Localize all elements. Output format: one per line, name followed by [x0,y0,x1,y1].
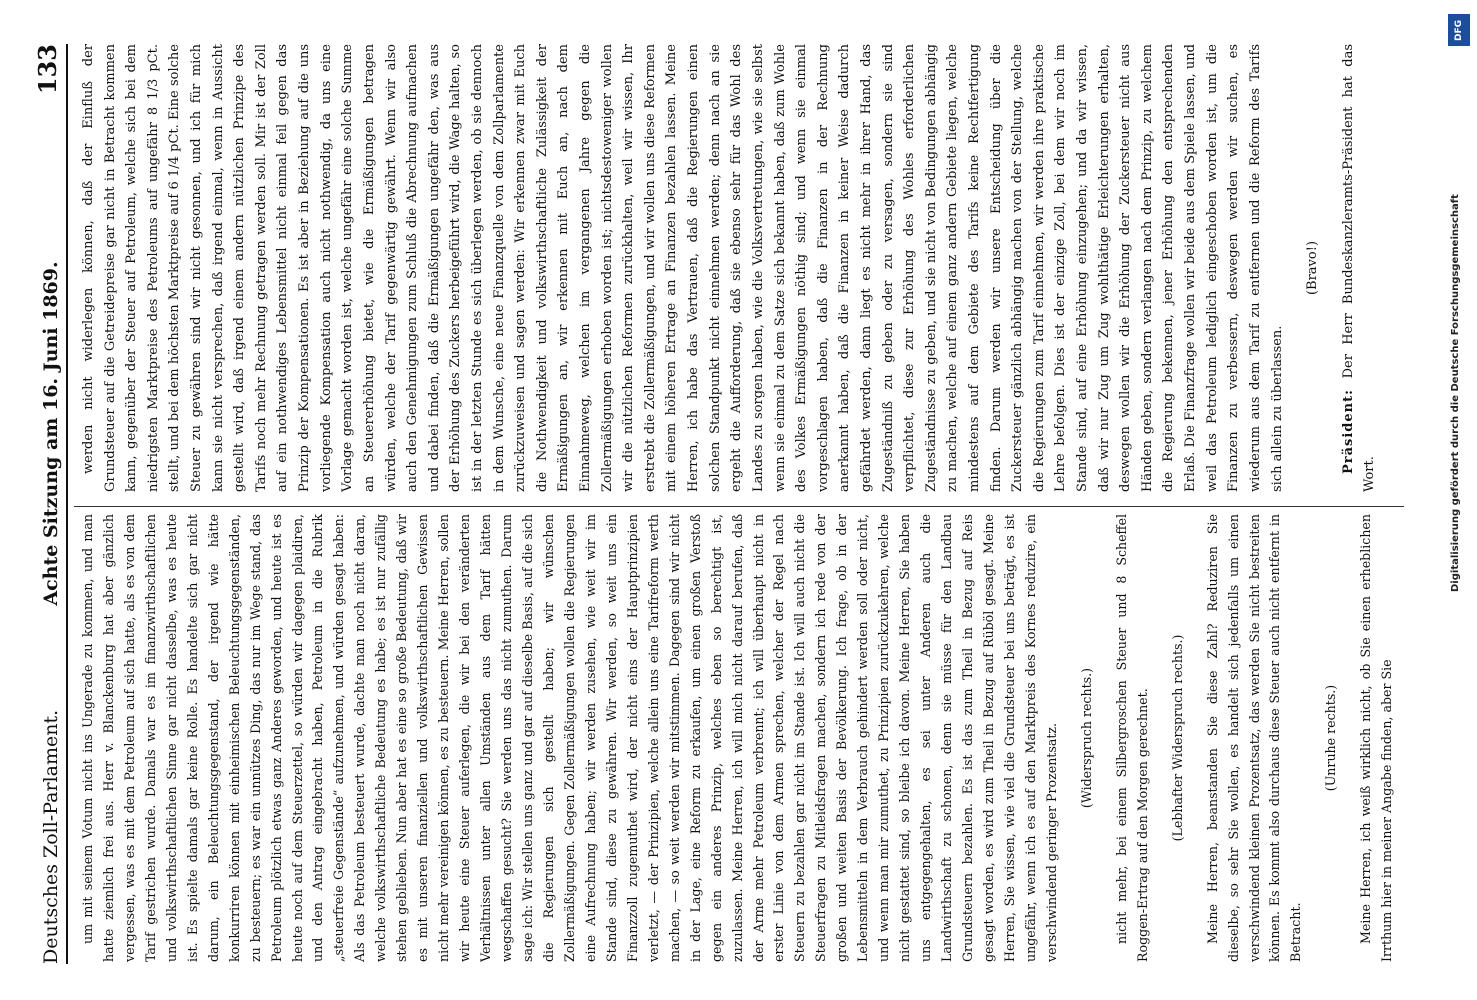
interjection: (Unruhe rechts.) [1323,684,1339,792]
header-left-title: Deutsches Zoll-Parlament. [40,709,62,964]
body-paragraph: Meine Herren, ich weiß wirklich nicht, ob Sie einen erheblichen Irrthum hier in meiner Angabe finden, aber Sie [1358,514,1395,962]
interjection: (Bravo!) [1305,240,1321,296]
interjection: (Lebhafter Widerspruch rechts.) [1169,634,1185,842]
page-header [22,44,62,964]
body-paragraph: Meine Herren, beanstanden Sie diese Zahl? Reduziren Sie dieselbe, so sehr Sie wollen, es handelt sich jedenfalls um einen verschwindend kleinen Prozentsatz, das werden Sie nicht bestreiten können. Es kommt also durchaus diese Steuer auch nicht entfernt in Betracht. [1204,514,1304,962]
header-session-title: Achte Sitzung am 16. Juni 1869. [40,261,62,606]
body-paragraph: um mit seinem Votum nicht ins Ungerade zu kommen, und man hatte ziemlich frei aus. Herr v. Blanckenburg hat aber gänzlich vergessen, was es mit dem Petroleum auf sich hatte, als es von dem Tarif gestrichen wurde. Damals war es im finanzwirthschaftlichen und volkswirthschaftlichen Sinne gar nicht dasselbe, was es heute ist. Es spielte damals gar keine Rolle. Es handelte sich gar nicht darum, ein Beleuchtungsgegenstand, der irgend wie hätte konkurriren können mit einheimischen Beleuchtungsgegenständen, zu besteuern; es war ein unnützes Ding, das nur im Wege stand, das Petroleum plötzlich etwas ganz Anderes geworden, und heute ist es heute noch auf dem Steuerzettel, so würden wir dagegen plaidiren, und den Antrag eingebracht haben, Petroleum in die Rubrik „steuerfreie Gegenstände“ aufzunehmen, und würden gesagt haben: Als das Petroleum besteuert wurde, dachte man noch nicht daran, welche volkswirthschaftliche Bedeutung es habe; es ist nur zufällig stehen geblieben. Nun aber hat es eine so große Bedeutung, daß wir es mit unseren finanziellen und volkswirthschaftlichen Gewissen nicht mehr vereinigen können, es zu besteuern. Meine Herren, sollen wir heute eine Steuer auferlegen, die wir bei den veränderten Verhältnissen unter allen Umständen aus dem Tarif hätten wegschaffen gesucht? Sie werden uns das nicht zumuthen. Darum sage ich: Wir stellen uns ganz und gar auf dieselbe Basis, auf die sich die Regierungen sich gestellt haben; wir wünschen Zollermäßigungen. Gegen Zollermäßigungen wollen die Regierungen eine Aufrechnung haben; wir werden zusehen, wie weit wir im Stande sind, diese zu gewähren. Wir werden, so weit uns ein Finanzzoll zugemuthet wird, der nicht eins der Hauptprinzipien verletzt, — der Prinzipien, welche allein uns eine Tarifreform werth machen, — so weit werden wir mitstimmen. Dagegen sind wir nicht in der Lage, eine Reform zu erkaufen, um einen großen Verstoß gegen ein anderes Prinzip, welches eben so berechtigt ist, zuzulassen. Meine Herren, ich will mich nicht darauf berufen, daß der Arme mehr Petroleum verbrennt; ich will überhaupt nicht in erster Linie von dem Armen sprechen, welcher der Regel nach Steuern zu bezahlen gar nicht im Stande ist. Ich will auch nicht die Steuerfragen zu Mitleidsfragen machen, sondern ich rede von der großen und weiten Basis der Bevölkerung. Ich frage, ob in der Lebensmitteln in dem Verbrauch gehindert werden soll oder nicht, und wenn man mir zumuthet, zu Prinzipien zurückzukehren, welche nicht gestattet sind, so bleibe ich davon. Meine Herren, Sie haben uns entgegengehalten, es sei unter Anderen auch die Landwirthschaft zu schonen, denn sie müsse für den Landbau Grundsteuern bezahlen. Es ist das zum Theil in Bezug auf Reis gesagt worden, es wird zum Theil in Bezug auf Rüböl gesagt. Meine Herren, Sie wissen, wie viel die Grundsteuer bei uns beträgt, es ist ungefähr, wenn ich es auf den Marktpreis des Kornes reduzire, ein verschwindend geringer Prozentsatz. [80,514,1059,962]
speaker-paragraph: Präsident: Der Herr Bundeskanzleramts-Präsident hat das Wort. [1340,44,1378,492]
column-divider [74,506,1404,507]
right-column [78,44,1381,492]
body-paragraph: nicht mehr, bei einem Silbergroschen Steuer und 8 Scheffel Roggen-Ertrag auf den Morgen gerechnet. [1113,514,1150,962]
interjection: (Widerspruch rechts.) [1078,667,1094,809]
funding-notice: Digitalisierung gefördert durch die Deutsche Forschungsgemeinschaft [1450,194,1461,592]
body-paragraph: werden nicht widerlegen können, daß der Einfluß der Grundsteuer auf die Getreidepreise gar nicht in Betracht kommen kann, gegenüber der Steuer auf Petroleum, welche sich bei dem niedrigsten Marktpreise des Petroleums auf ungefähr 8 1/3 pCt. stellt, und bei dem höchsten Marktpreise auf 6 1/4 pCt. Eine solche Steuer zu gewähren sind wir nicht gesonnen, und ich für mich kann sie nicht versprechen, daß irgend einmal, wenn in Aussicht gestellt wird, daß irgend einem andern nützlichen Prinzipe des Tarifs noch mehr Rechnung getragen werden soll. Mir ist der Zoll auf ein nothwendiges Lebensmittel nicht einmal feil gegen das Prinzip der Kompensationen. Es ist aber in Beziehung auf die uns vorliegende Kompensation auch nicht nothwendig, da uns eine Vorlage gemacht worden ist, welche ungefähr eine solche Summe an Steuererhöhung bietet, wie die Ermäßigungen betragen würden, welche der Tarif gegenwärtig gewährt. Wenn wir also auch den Genehmigungen zum Schluß die Abrechnung aufmachen und dabei finden, daß die Ermäßigungen ungefähr den, was aus der Erhöhung des Zuckers herbeigeführt wird, die Wage halten, so ist in der letzten Stunde es sich überlegen werden, ob sie dennoch in dem Wunsche, eine neue Finanzquelle von dem Zollparlamente zurückzuweisen und sagen werden: Wir erkennen zwar mit Euch die Nothwendigkeit und volkswirthschaftliche Zulässigkeit der Ermäßigungen an, wir erkennen mit Euch an, nach dem Einnahmeweg, welchen im vergangenen Jahre gegen die Zollermäßigungen erhoben worden ist; nichtsdestoweniger wollen wir die nützlichen Reformen zurückhalten, weil wir wissen, Ihr erstrebt die Zollermäßigungen, und wir wollen uns diese Reformen mit einem höheren Ertrage an Finanzen bezahlen lassen. Meine Herren, ich habe das Vertrauen, daß die Regierungen einen solchen Standpunkt nicht einnehmen werden; denn nach an sie ergeht die Aufforderung, daß sie ebenso sehr für das Wohl des Landes zu sorgen haben, wie die Volksvertretungen, wie sie selbst wenn sie einmal zu dem Satze sich bekannt haben, daß zum Wohle des Volkes Ermäßigungen nöthig sind; und wenn sie einmal vorgeschlagen haben, daß die Finanzen in der Rechnung anerkannt haben, daß die Finanzen in keiner Weise dadurch gefährdet werden, dann liegt es nicht mehr in ihrer Hand, das Zugeständniß zu geben oder zu versagen, sondern sie sind verpflichtet, diese zur Erhöhung des Wohles erforderlichen Zugeständnisse zu geben, und sie nicht von Bedingungen abhängig zu machen, welche auf einem ganz andern Gebiete liegen, welche mindestens auf dem Gebiete des Tarifs keine Rechtfertigung finden. Darum werden wir unsere Entscheidung über die Zuckersteuer gänzlich abhängig machen von der Stellung, welche die Regierungen zum Tarif einnehmen, wir werden ihre praktische Lehre befolgen. Dies ist der einzige Zoll, bei dem wir noch im Stande sind, auf eine Erhöhung einzugehen; und da wir wissen, daß wir nur Zug um Zug wohlthätige Erleichterungen erhalten, deswegen wollen wir die Erhöhung der Zuckersteuer nicht aus Händen geben, sondern verlangen nach dem Prinzip, zu welchem die Regierung bekennen, jener Erhöhung den entsprechenden Erlaß. Die Finanzfrage wollen wir beide aus dem Spiele lassen, und weil das Petroleum lediglich eingeschoben worden ist, um die Finanzen zu verbessern, deswegen werden wir suchen, es wiederum aus dem Tarif zu entfernen und die Reform des Tarifs sich allein zu überlassen. [81,44,1285,492]
speaker-name: Präsident: [1340,378,1356,474]
header-rule [66,44,68,964]
left-column [78,514,1398,962]
dfg-logo: DFG [1448,14,1470,46]
page-number: 133 [33,44,62,95]
funding-sidenote [1440,0,1477,1000]
